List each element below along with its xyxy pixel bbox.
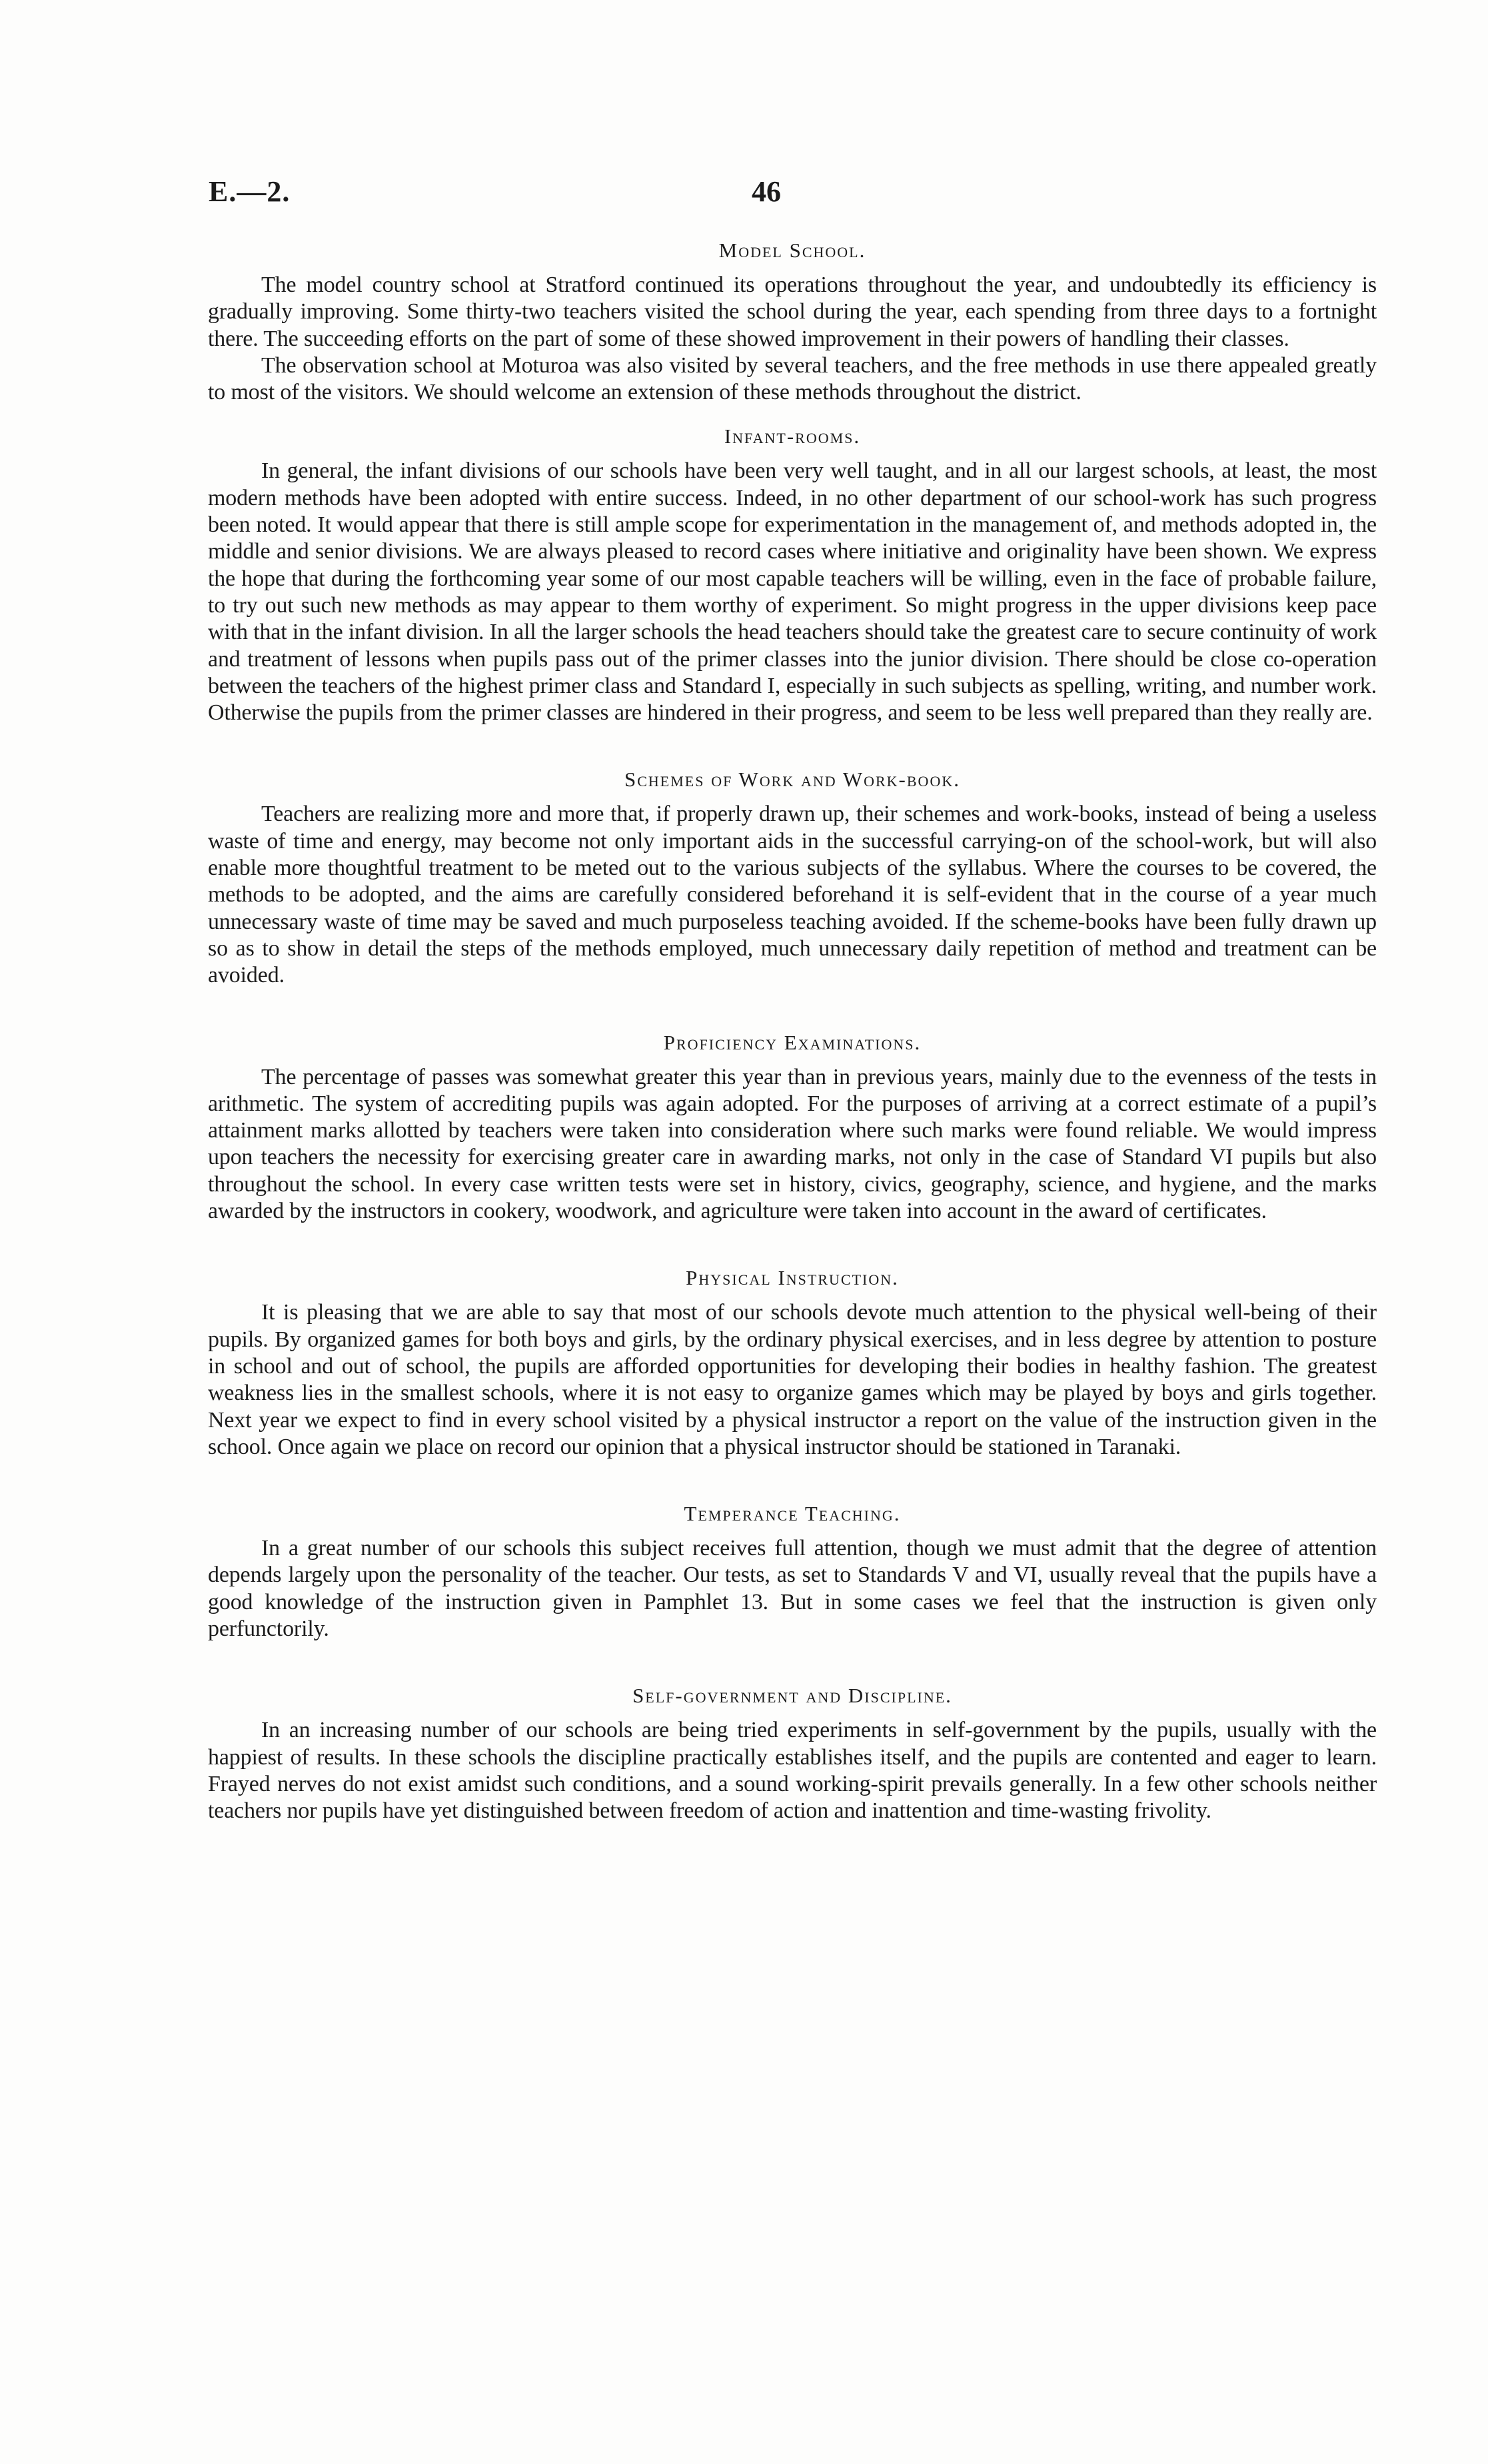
paragraph: In a great number of our schools this subject receives full attention, though we must admit that the degree of attention depends largely upon the personality of the teacher. Our tests, as set to Standards V and VI, usually reveal that the pupils have a good knowledge of the instruction given in Pamphlet 13. But in some cases we feel that the instruction is given only perfunctorily. bbox=[208, 1536, 1377, 1641]
section-heading: Model School. bbox=[718, 239, 866, 262]
section-proficiency-examinations bbox=[208, 1029, 1377, 1225]
page-reference: E.—2. bbox=[209, 175, 291, 208]
section-schemes-of-work bbox=[208, 766, 1377, 989]
section-model-school bbox=[208, 237, 1377, 406]
page-number: 46 bbox=[752, 175, 781, 208]
section-self-government bbox=[208, 1682, 1377, 1824]
section-heading: Proficiency Examinations. bbox=[663, 1030, 922, 1054]
section-heading: Temperance Teaching. bbox=[684, 1502, 901, 1526]
section-physical-instruction bbox=[208, 1265, 1377, 1461]
section-heading: Physical Instruction. bbox=[686, 1266, 899, 1290]
document-body bbox=[208, 237, 1377, 1824]
section-heading: Self-government and Discipline. bbox=[632, 1684, 952, 1708]
paragraph: It is pleasing that we are able to say that most of our schools devote much attention to the physical well-being of their pupils. By organized games for both boys and girls, by the ordinary physical exercises, and in less degree by attention to posture in school and out of school, the pupils are afforded opportunities for developing their bodies in healthy fashion. The greatest weakness lies in the smallest schools, where it is not easy to organize games which may be played by boys and girls together. Next year we expect to find in every school visited by a physical instructor a report on the value of the instruction given in the school. Once again we place on record our opinion that a physical instructor should be stationed in Taranaki. bbox=[208, 1300, 1377, 1459]
section-temperance-teaching bbox=[208, 1501, 1377, 1642]
paragraph: In an increasing number of our schools are being tried experiments in self-government by the pupils, usually with the happiest of results. In these schools the discipline practically establishes itself, and the pupils are contented and eager to learn. Frayed nerves do not exist amidst such conditions, and a sound working-spirit prevails generally. In a few other schools neither teachers nor pupils have yet distinguished between freedom of action and inattention and time-wasting frivolity. bbox=[208, 1718, 1377, 1824]
section-infant-rooms bbox=[208, 423, 1377, 726]
paragraph: The percentage of passes was somewhat greater this year than in previous years, mainly due to the evenness of the tests in arithmetic. The system of accrediting pupils was again adopted. For the purposes of arriving at a correct estimate of a pupil’s attainment marks allotted by teachers were taken into consideration where such marks were found reliable. We would impress upon teachers the necessity for exercising greater care in awarding marks, not only in the case of Standard VI pupils but also throughout the school. In every case written tests were set in history, civics, geography, science, and hygiene, and the marks awarded by the instructors in cookery, woodwork, and agriculture were taken into account in the award of certificates. bbox=[208, 1064, 1377, 1224]
paragraph: Teachers are realizing more and more that, if properly drawn up, their schemes and work-books, instead of being a useless waste of time and energy, may become not only important aids in the successful carrying-on of the school-work, but will also enable more thoughtful treatment to be meted out to the various subjects of the syllabus. Where the courses to be covered, the methods to be adopted, and the aims are carefully considered beforehand it is self-evident that in the course of a year much unnecessary waste of time may be saved and much purposeless teaching avoided. If the scheme-books have been fully drawn up so as to show in detail the steps of the methods employed, much unnecessary daily repetition of method and treatment can be avoided. bbox=[208, 802, 1377, 988]
paragraph: The model country school at Stratford continued its operations throughout the year, and undoubtedly its efficiency is gradually improving. Some thirty-two teachers visited the school during the year, each spending from three days to a fortnight there. The succeeding efforts on the part of some of these showed improvement in their powers of handling their classes. bbox=[208, 273, 1377, 351]
section-heading: Schemes of Work and Work-book. bbox=[624, 768, 960, 792]
paragraph: In general, the infant divisions of our schools have been very well taught, and in all our largest schools, at least, the most modern methods have been adopted with entire success. Indeed, in no other department of our school-work has such progress been noted. It would appear that there is still ample scope for experimentation in the management of, and methods adopted in, the middle and senior divisions. We are always pleased to record cases where initiative and originality have been shown. We express the hope that during the forthcoming year some of our most capable teachers will be willing, even in the face of probable failure, to try out such new methods as may appear to them worthy of experiment. So might progress in the upper divisions keep pace with that in the infant division. In all the larger schools the head teachers should take the greatest care to secure continuity of work and treatment of lessons when pupils pass out of the primer classes into the junior division. There should be close co-operation between the teachers of the highest primer class and Standard I, especially in such subjects as spelling, writing, and number work. Otherwise the pupils from the primer classes are hindered in their progress, and seem to be less well prepared than they really are. bbox=[208, 458, 1377, 726]
paragraph: The observation school at Moturoa was also visited by several teachers, and the free methods in use there appealed greatly to most of the visitors. We should welcome an extension of these methods throughout the district. bbox=[208, 352, 1377, 405]
section-heading: Infant-rooms. bbox=[724, 424, 861, 448]
